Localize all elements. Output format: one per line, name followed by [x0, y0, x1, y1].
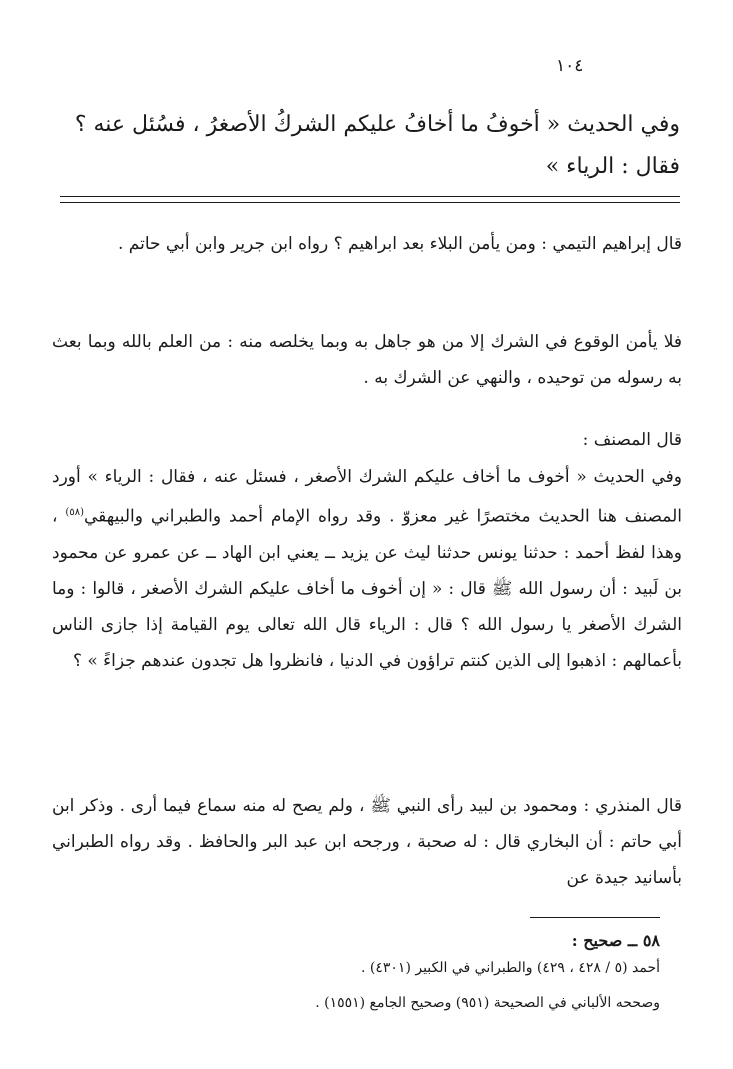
footnote-58-source: أحمد (٥ / ٤٢٨ ، ٤٢٩) والطبراني في الكبير (٤٣٠١) .: [360, 960, 660, 976]
paragraph-shirk-safety: فلا يأمن الوقوع في الشرك إلا من هو جاهل به وبما يخلصه منه : من العلم بالله وبما بعث به رسوله من توحيده ، والنهي عن الشرك به .: [52, 332, 682, 388]
commentary-text-before: وفي الحديث « أخوف ما أخاف عليكم الشرك الأصغر ، فسئل عنه ، فقال : الرياء » أورد المصنف هنا الحديث مختصرًا غير معزوّ . وقد رواه الإمام أحمد والطبراني والبيهقي: [52, 467, 683, 527]
section-divider-top: [60, 196, 680, 197]
footnote-58-title: ٥٨ ــ صحيح :: [571, 931, 660, 950]
footnote-divider: [530, 917, 660, 918]
page-number: ١٠٤: [556, 56, 584, 76]
paragraph-author-said: قال المصنف :: [582, 430, 682, 450]
footnote-58-authentication: وصححه الألباني في الصحيحة (٩٥١) وصحيح الجامع (١٥٥١) .: [315, 995, 660, 1011]
paragraph-hadith-commentary: [52, 459, 682, 679]
section-divider-bottom: [60, 202, 680, 203]
paragraph-ibrahim-taymi: قال إبراهيم التيمي : ومن يأمن البلاء بعد ابراهيم ؟ رواه ابن جرير وابن أبي حاتم .: [117, 234, 682, 254]
commentary-text-after: ، وهذا لفظ أحمد : حدثنا يونس حدثنا ليث عن يزيد ــ يعني ابن الهاد ــ عن عمرو عن محمود بن لَبيد : أن رسول الله ﷺ قال : « إن أخوف ما أخاف عليكم الشرك الأصغر ، قالوا : وما الشرك الأصغر يا رسول الله ؟ قال : الرياء قال الله تعالى يوم القيامة إذا جازى الناس بأعمالهم : اذهبوا إلى الذين كنتم تراؤون في الدنيا ، فانظروا هل تجدون عندهم جزاءً » ؟: [52, 506, 682, 671]
paragraph-mundhiri: قال المنذري : ومحمود بن لبيد رأى النبي ﷺ ، ولم يصح له منه سماع فيما أرى . وذكر ابن أبي حاتم : أن البخاري قال : له صحبة ، ورجحه ابن عبد البر والحافظ . وقد رواه الطبراني بأسانيد جيدة عن: [52, 796, 682, 888]
hadith-heading: وفي الحديث « أخوفُ ما أخافُ عليكم الشركُ الأصغرُ ، فسُئل عنه ؟ فقال : الرياء »: [74, 112, 680, 179]
footnote-reference-58: (٥٨): [65, 507, 84, 518]
